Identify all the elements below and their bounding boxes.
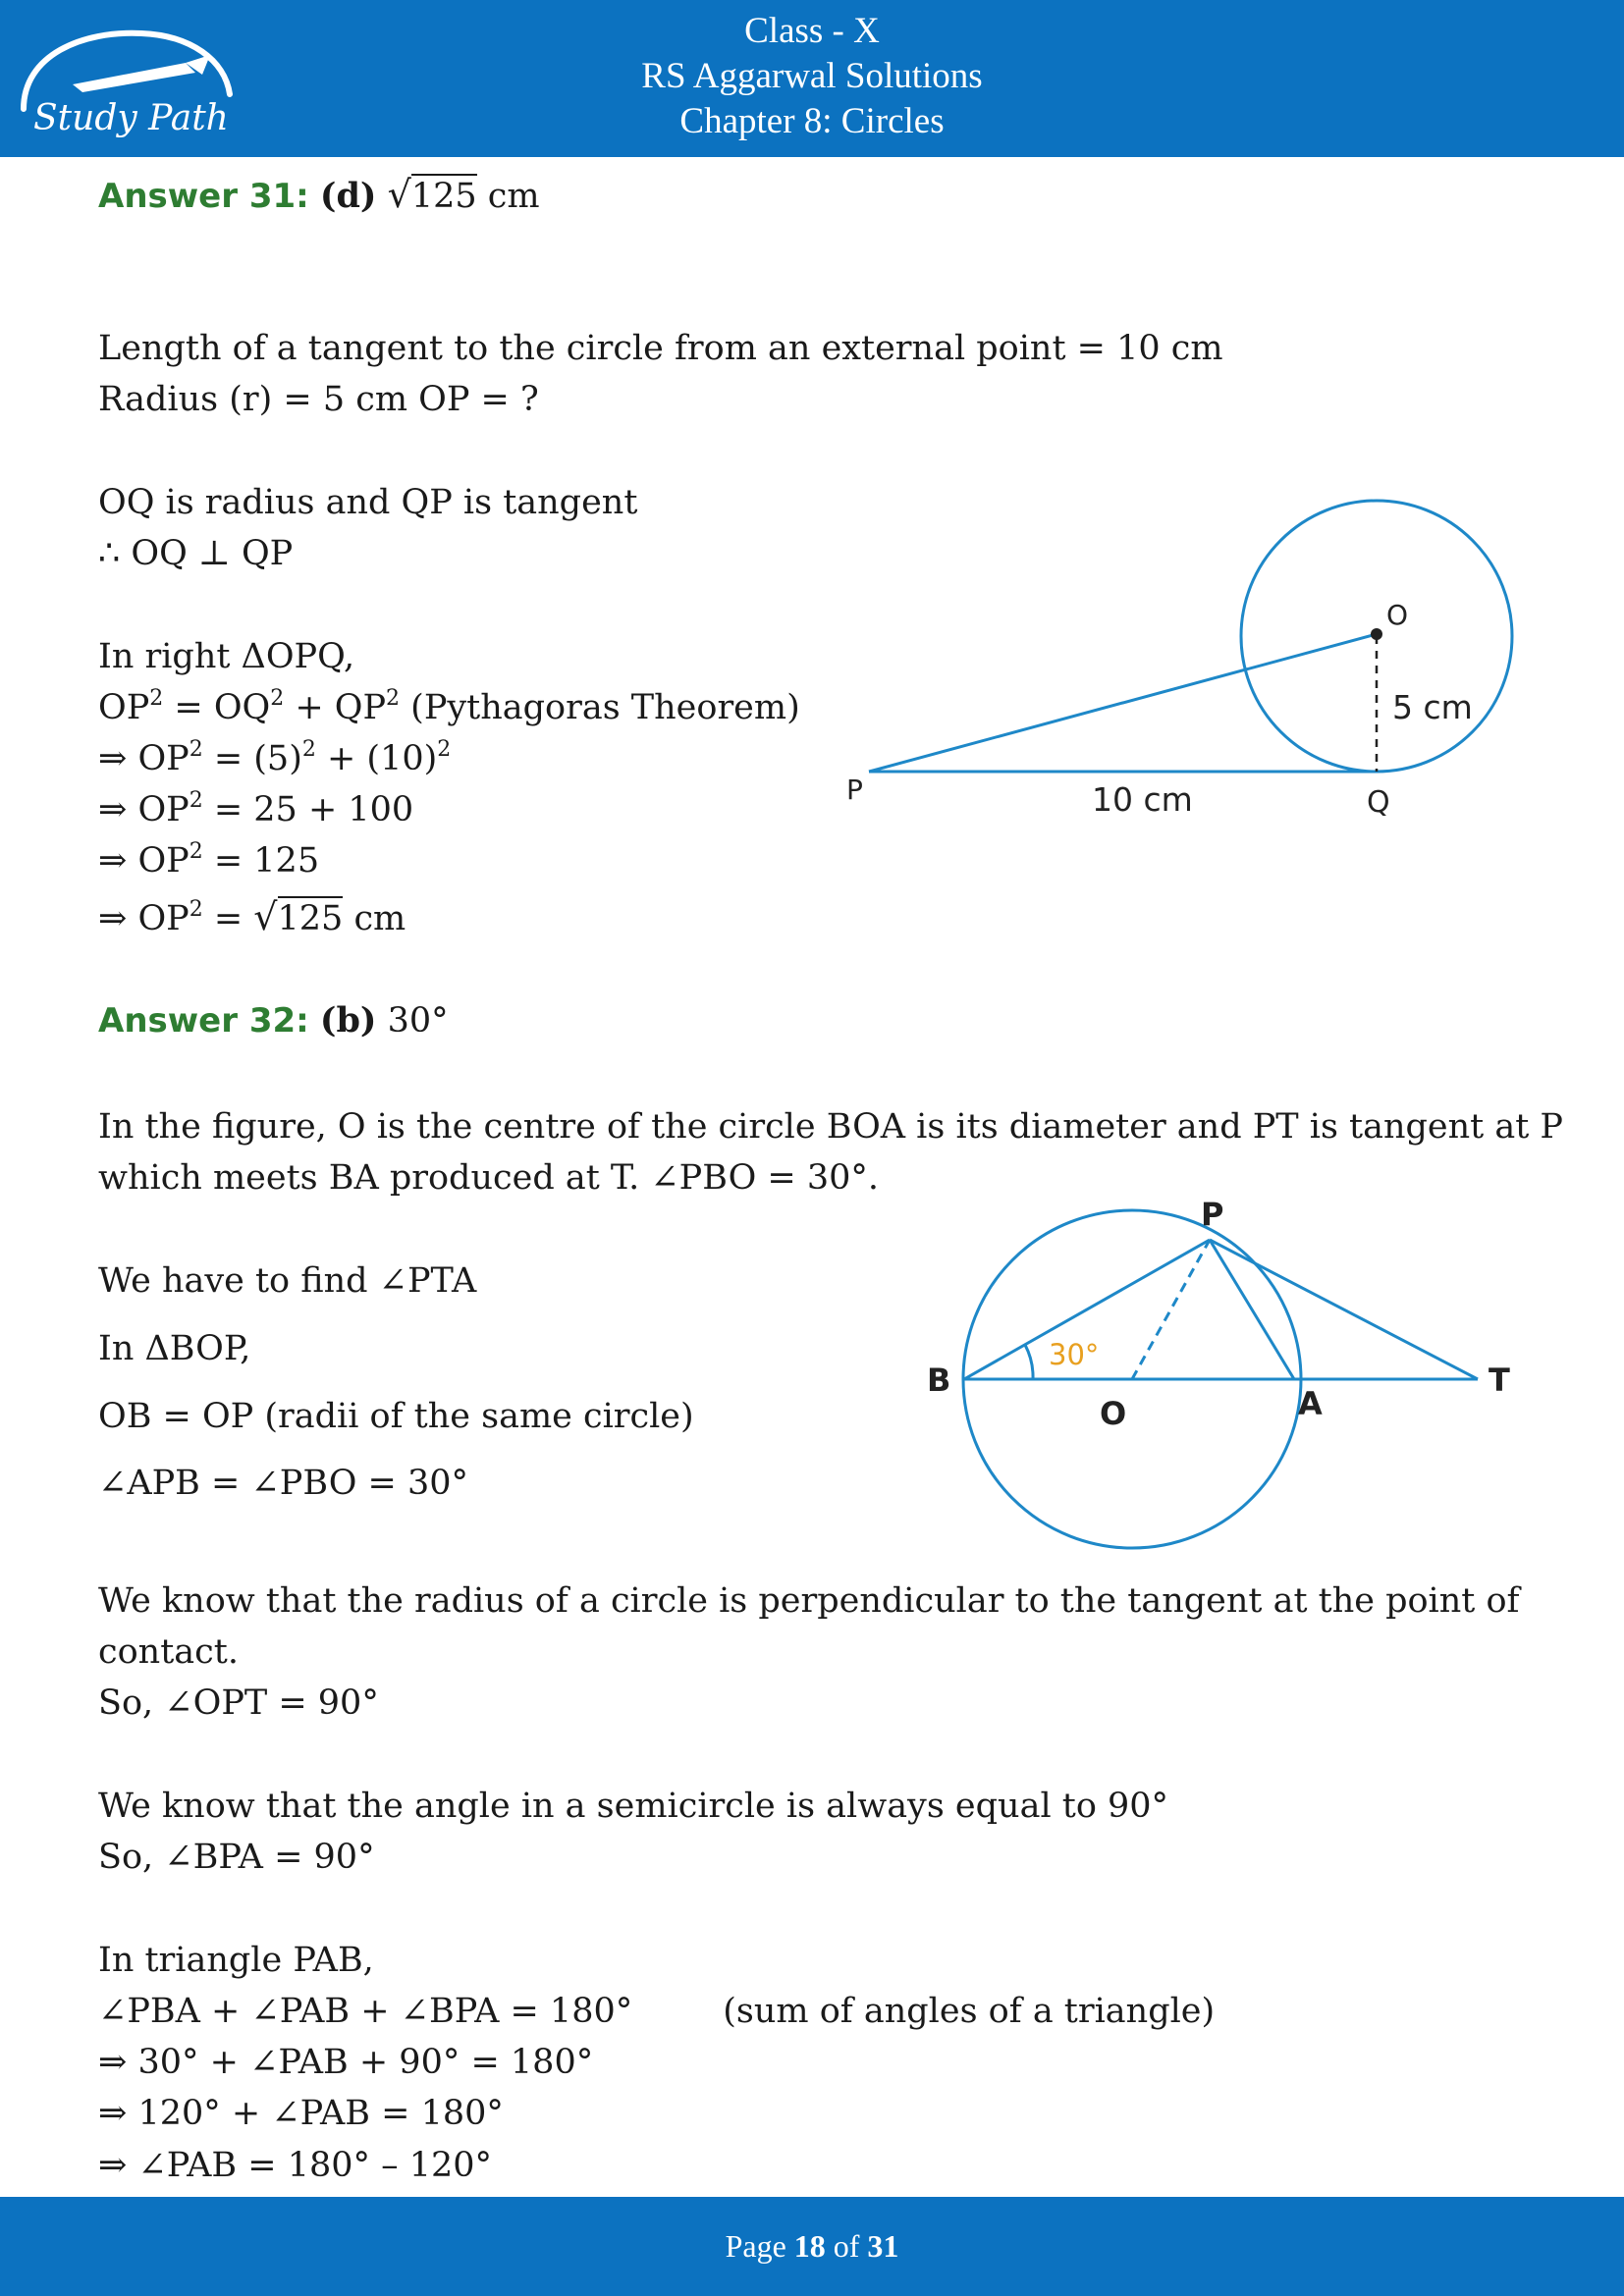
eq-part: + QP (284, 688, 387, 727)
eq-part: = (202, 899, 254, 938)
label-q: Q (1367, 785, 1390, 820)
eq-part: ∠PBA + ∠PAB + ∠BPA = 180° (98, 1992, 633, 2031)
answer-31-option: (d) (319, 176, 377, 216)
eq-part: ⇒ OP (98, 790, 189, 829)
a32-line-14: ⇒ 30° + ∠PAB + 90° = 180° (98, 2043, 594, 2082)
header-chapter: Chapter 8: Circles (679, 101, 945, 141)
answer-31-label: Answer 31: (98, 177, 309, 216)
eq-part: = OQ (163, 688, 271, 727)
answer-32-heading (98, 999, 449, 1042)
label-b: B (927, 1362, 951, 1399)
superscript: 2 (189, 737, 203, 762)
a31-line-2: Radius (r) = 5 cm OP = ? (98, 380, 539, 419)
answer-31-unit: cm (487, 177, 540, 216)
a31-line-1: Length of a tangent to the circle from an external point = 10 cm (98, 329, 1223, 368)
superscript: 2 (270, 686, 285, 711)
eq-part: OP (98, 688, 150, 727)
centre-dot (1371, 628, 1382, 640)
label-angle: 30° (1049, 1338, 1100, 1371)
a32-line-11: So, ∠BPA = 90° (98, 1838, 375, 1877)
a31-line-9 (98, 839, 319, 882)
page-header (0, 0, 1624, 157)
eq-part: ⇒ OP (98, 739, 189, 778)
answer-32-option: (b) (319, 1000, 377, 1041)
sqrt-value: 125 (278, 896, 344, 938)
a31-line-7 (98, 737, 451, 780)
answer-32-label: Answer 32: (98, 1001, 309, 1041)
line-pt (1210, 1240, 1478, 1379)
eq-part: ⇒ OP (98, 899, 189, 938)
eq-part: (Pythagoras Theorem) (400, 688, 800, 727)
a32-line-8: contact. (98, 1632, 239, 1672)
eq-part: = 125 (202, 841, 320, 881)
answer-31-value: 125 (411, 174, 477, 216)
a32-line-10: We know that the angle in a semicircle is always equal to 90° (98, 1787, 1169, 1826)
superscript: 2 (189, 839, 203, 864)
a32-line-15: ⇒ 120° + ∠PAB = 180° (98, 2094, 504, 2133)
a31-line-3: OQ is radius and QP is tangent (98, 483, 638, 522)
a32-line-13 (98, 1990, 1215, 2033)
superscript: 2 (149, 686, 164, 711)
eq-part: + (10) (315, 739, 438, 778)
eq-part: = (5) (202, 739, 302, 778)
label-t: T (1489, 1362, 1510, 1399)
logo-text: Study Path (33, 98, 229, 138)
a31-line-6 (98, 686, 800, 729)
footer-prefix: Page (725, 2228, 794, 2264)
page-footer (0, 2197, 1624, 2296)
a32-line-9: So, ∠OPT = 90° (98, 1683, 379, 1723)
eq-part: ⇒ OP (98, 841, 189, 881)
label-a: A (1298, 1385, 1323, 1422)
a32-line-2: which meets BA produced at T. ∠PBO = 30°. (98, 1158, 880, 1198)
superscript: 2 (386, 686, 401, 711)
a32-line-3: We have to find ∠PTA (98, 1261, 477, 1301)
label-o: O (1100, 1395, 1127, 1432)
superscript: 2 (301, 737, 316, 762)
line-po (869, 634, 1377, 772)
a32-line-1: In the figure, O is the centre of the circle BOA is its diameter and PT is tangent at P (98, 1107, 1563, 1147)
sqrt-symbol: √ (253, 895, 278, 938)
a31-line-4: ∴ OQ ⊥ QP (98, 534, 294, 573)
superscript: 2 (189, 897, 203, 922)
page-number: 18 (793, 2228, 826, 2264)
header-book: RS Aggarwal Solutions (641, 56, 983, 96)
answer-31-heading (98, 173, 540, 218)
a32-line-12: In triangle PAB, (98, 1941, 374, 1980)
answer-32-value: 30° (387, 1001, 449, 1041)
eq-part: = 25 + 100 (202, 790, 414, 829)
superscript: 2 (189, 788, 203, 813)
label-10cm: 10 cm (1092, 780, 1193, 819)
eq-part: cm (343, 899, 406, 938)
superscript: 2 (437, 737, 452, 762)
label-p: P (1201, 1196, 1224, 1233)
a31-line-5: In right ΔOPQ, (98, 637, 355, 676)
label-5cm: 5 cm (1392, 688, 1473, 726)
label-p: P (846, 774, 863, 806)
a32-line-5: OB = OP (radii of the same circle) (98, 1397, 694, 1436)
a32-line-7: We know that the radius of a circle is perpendicular to the tangent at the point of (98, 1581, 1520, 1621)
a31-line-8 (98, 788, 413, 831)
a32-line-16: ⇒ ∠PAB = 180° – 120° (98, 2146, 493, 2185)
header-class: Class - X (744, 11, 880, 51)
a32-line-6: ∠APB = ∠PBO = 30° (98, 1464, 469, 1503)
a31-line-10 (98, 895, 406, 940)
total-pages: 31 (867, 2228, 899, 2264)
circle-tangent-diagram (903, 1193, 1532, 1575)
sqrt-symbol: √ (387, 173, 411, 216)
tangent-diagram (825, 491, 1532, 834)
footer-mid: of (825, 2228, 868, 2264)
eq-note: (sum of angles of a triangle) (723, 1992, 1216, 2031)
label-o: O (1386, 599, 1409, 631)
a32-line-4: In ΔBOP, (98, 1329, 251, 1368)
angle-arc (1025, 1345, 1033, 1379)
